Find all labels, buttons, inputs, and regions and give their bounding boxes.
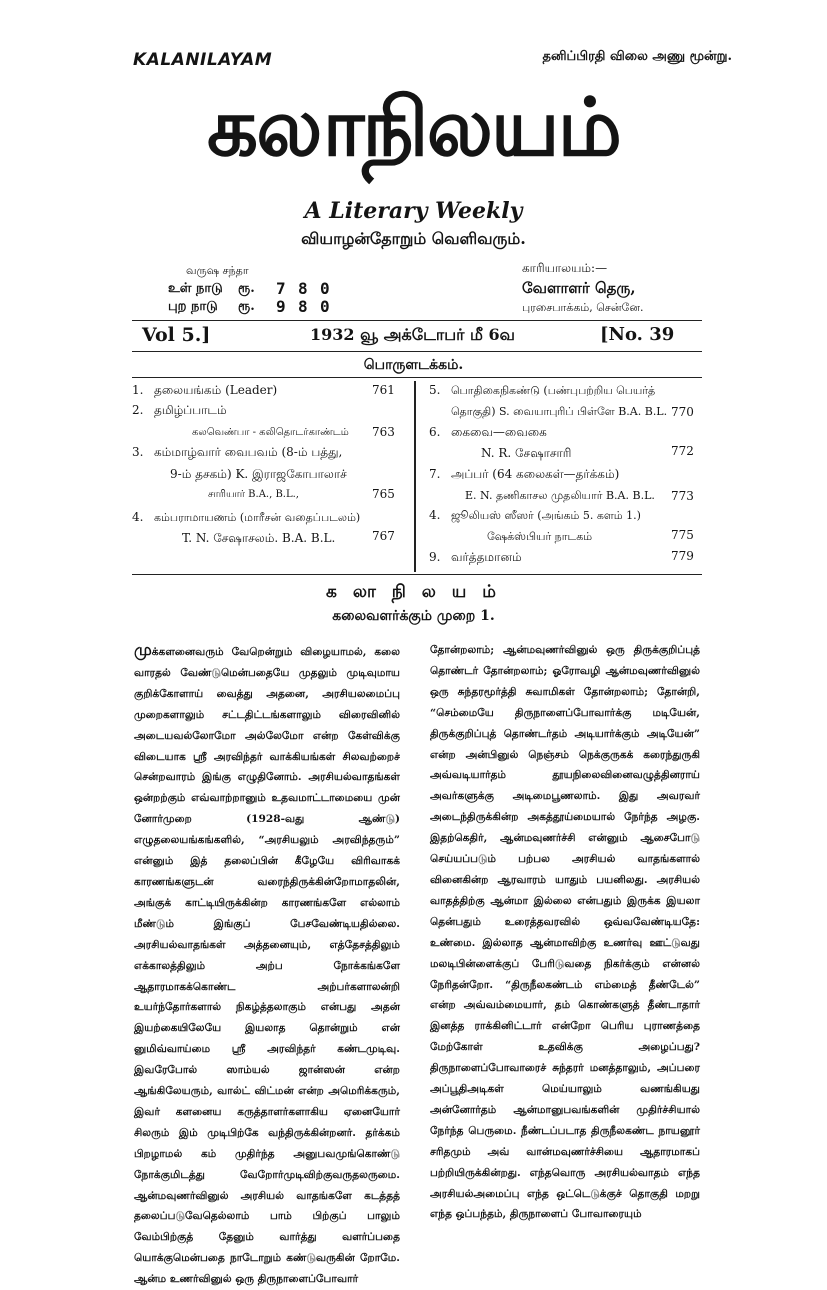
toc-entry: கலவெண்பா - கலிதொடர்காண்டம் [192, 427, 349, 438]
subtitle-english: A Literary Weekly [304, 198, 523, 224]
subscription-currency: ரூ. [238, 299, 255, 314]
toc-entry: கம்பராமாயணம் (மாரீசன் வதைப்படலம்) [154, 511, 361, 524]
toc-page: 772 [671, 444, 694, 458]
article-title: க லா நி ல ய ம் [326, 582, 501, 602]
subscription-label: உள் நாடு [168, 281, 223, 296]
toc-rule [132, 377, 702, 378]
toc-entry: சாரியார் B.A., B.L., [208, 489, 299, 500]
toc-num: 4. [429, 508, 441, 522]
masthead-title: கலாநிலயம் [207, 81, 620, 174]
toc-divider [414, 381, 416, 572]
subscription-value: 7 [276, 279, 286, 298]
top-rule [132, 320, 702, 321]
issue-date: 1932 வூ அக்டோபர் மீ 6வ [310, 325, 515, 344]
subscription-value: 0 [320, 297, 330, 316]
toc-num: 1. [132, 383, 144, 397]
toc-entry: N. R. சேஷாசாரி [481, 446, 572, 460]
toc-num: 7. [429, 467, 441, 481]
subscription-block [168, 262, 342, 316]
toc-bottom-rule [132, 574, 702, 575]
price-note: தனிப்பிரதி விலை அணு மூன்று. [542, 49, 732, 64]
toc-page: 763 [372, 425, 395, 439]
article-column-left [134, 640, 400, 1290]
toc-entry: 9-ம் தசகம்) K. இராஜகோபாலாச் [170, 467, 347, 481]
toc-page: 767 [372, 529, 395, 543]
toc-num: 6. [429, 425, 441, 439]
subscription-header: வருஷ சந்தா [186, 264, 249, 277]
toc-page: 773 [671, 489, 694, 503]
toc-entry: ஷேக்ஸ்பியர் நாடகம் [487, 530, 593, 543]
office-address [522, 258, 644, 318]
toc-num: 9. [429, 550, 441, 564]
subscription-label: புற நாடு [168, 299, 218, 314]
toc-page: 761 [372, 383, 395, 397]
issue-number: [No. 39 [600, 324, 675, 345]
toc-num: 4. [132, 510, 144, 524]
toc-title: பொருளடக்கம். [363, 357, 464, 373]
dropcap: மு [134, 640, 152, 659]
toc-entry: T. N. சேஷாசலம். B.A. B.L. [182, 531, 336, 545]
toc-entry: பொதிகைநிகண்டு (பண்புபற்றிய பெயர்த் [451, 384, 656, 397]
subscription-row-foreign [168, 298, 342, 316]
office-street: வேளாளர் தெரு, [522, 279, 636, 297]
toc-entry: வர்த்தமானம் [451, 550, 522, 564]
office-area: புரசைபாக்கம், சென்னே. [522, 301, 644, 314]
subscription-value: 8 [298, 297, 308, 316]
subscription-value: 8 [298, 279, 308, 298]
toc-entry: E. N. தணிகாசல முதலியார் B.A. B.L. [465, 489, 655, 502]
toc-entry: தமிழ்ப்பாடம் [154, 403, 227, 417]
toc-entry: அப்பர் (64 கலைகள்—தர்க்கம்) [451, 467, 620, 481]
toc-page: 775 [671, 528, 694, 542]
toc-entry: கம்மாழ்வார் வைபவம் (8-ம் பத்து, [154, 445, 343, 459]
toc-entry: கைவை—வைகை [451, 425, 547, 439]
article-subtitle: கலைவளர்க்கும் முறை 1. [332, 608, 495, 624]
toc-entry: தலையங்கம் (Leader) [154, 383, 278, 397]
office-label: காரியாலயம்:— [522, 261, 608, 275]
issue-line [132, 324, 702, 352]
toc-entry: தொகுதி) S. வையாபுரிப் பிள்ளே B.A. B.L. [451, 405, 668, 418]
toc-num: 2. [132, 403, 144, 417]
toc-page: 779 [671, 549, 694, 563]
toc-num: 5. [429, 383, 441, 397]
subscription-row-inland [168, 280, 342, 298]
publisher-label: KALANILAYAM [133, 50, 273, 70]
toc-entry: ஜூலியஸ் ஸீஸர் (அங்கம் 5. களம் 1.) [451, 509, 641, 522]
article-column-right: தோன்றலாம்; ஆன்மவுணர்வினுல் ஒரு திருக்குறிப்புத் தொண்டர் தோன்றலாம்; ஓரோவழி ஆன்மவுணர்வினுல் ஒரு சுந்தரமூர்த்தி சுவாமிகள் தோன்றலாம்; தோன்றி, “செம்மையே திருநாளைப்போவார்க்கு மடியேன், திருக்குறிப்புத் தொண்டர்தம் அடியார்க்கும் அடியேன்” என்ற அன்பினுல் நெஞ்சம் நெக்குருகக் கரைந்துருகி அவ்வடியார்தம் தூயநிலைவினைவழுத்தினராய் அவர்களுக்கு அடிமைபூணலாம். இது அவரவர் அடைந்திருக்கின்ற அகத்தூய்மையால் நேர்ந்த அழகு. இதற்கெதிர், ஆன்மவுணர்ச்சி என்னும் ஆசைபோடு செய்யப்படும் பற்பல அரசியல் வாதங்களால் வினைகின்ற ஆரவாரம் யாதும் பயனிலது. அரசியல் வாதத்திற்கு ஆன்மா இல்லை என்பதும் இருக்க இயலா தென்பதும் உரைத்தவரவில் ஒவ்வவேண்டியதே: உண்மை. இல்லாத ஆன்மாவிற்கு உணர்வு ஊட்டுவது மலடிபின்ளைக்குப் பேரிடுவதை நிகர்க்கும் என்னல் நேரிதன்றோ. “திருநீலகண்டம் எம்மைத் தீண்டேல்” என்ற அவ்வம்மையார், தம் கொண்களுத் தீண்டாதார் இனத்த ராக்கினிட்டார் என்றோ பெரிய புராணத்தை மேற்கோள் உதவிக்கு அழைப்பது? திருநாளைப்போவாரைச் சுந்தரர் மனத்தாலும், அப்பரை அப்பூதிஅடிகள் மெய்யாலும் வணங்கியது அன்னோர்தம் ஆன்மானுபவங்களின் முதிர்ச்சியால் நேர்ந்த பெருமை. நீண்டப்படாத திருநீலகண்ட நாயனூர் சரிதமும் அவ் வான்மவுணர்ச்சியை ஆதாரமாகப் பற்றியிருக்கின்றது. எந்தவொரு அரசியல்வாதம் எந்த அரசியல்அமைப்பு எந்த ஒட்டெடுக்குச் தொகுதி மறறு எந்த ஒப்பந்தம், திருநாளைப் போவாரையும் [430, 644, 700, 1221]
article-text: க்களனைவரும் வேறென்றும் விழையாமல், கலை வாரதல் வேண்டுமென்பதையே முதலும் முடிவுமாய குறிக்கோளாய் வைத்து அதனை, அரசியலமைப்பு முறைகளாலும் சட்டதிட்டங்களாலும் விரைவினில் அடையவல்லோமோ அல்லேமோ என்ற கேள்விக்கு விடையாக ஸ்ரீ அரவிந்தர் வாக்கியங்கள் சிலவற்றைச் சென்றவாரம் இங்கு எழுதினோம். அரசியல்வாதங்கள் ஒன்றற்கும் எவ்வாற்றானும் உதவமாட்டாமையை முன் னோர்முறை (1928-வது ஆண்டு) எழுதலையங்கங்களில், “அரசியலும் அரவிந்தரும்” என்னும் இத் தலைப்பின் கீழேயே விரிவாகக் காரணங்களுடன் வரைந்திருக்கின்றோமாதலின், அங்குக் காட்டியிருக்கின்ற காரணங்களே எல்லாம் மீண்டும் இங்குப் பேசவேண்டியதில்லை. அரசியல்வாதங்கள் அத்தனையும், எத்தேசத்திலும் எக்காலத்திலும் அற்ப நோக்கங்களே ஆதாரமாகக்கொண்ட அற்பர்களாலன்றி உயர்ந்தோர்களால் நிகழ்த்தலாகும் என்பது அதன் இயற்கையிலேயே இயலாத தொன்றும் என் னுமிவ்வாய்மை ஸ்ரீ அரவிந்தர் கண்டமுடிவு. இவரேபோல் ஸாம்யல் ஜான்ஸன் என்ற ஆங்கிலேயரும், வால்ட் விட்மன் என்ற அமெரிக்கரும், இவர் களனைய கருத்தாளர்களாகிய ஏனையோர் சிலரும் இம் முடிபிற்கே வந்திருக்கின்றனர். தர்க்கம் பிறழாமல் கம் முதிர்ந்த அனுபவமுங்கொண்டு நோக்குமிடத்து வேறோர்முடிவிற்குவருதலருமை. ஆன்மவுணர்வினுல் அரசியல் வாதங்களே கடத்தத் தலைப்படுவேதெல்லாம் பாம் பிற்குப் பாலும் வேம்பிற்குத் தேனும் வார்த்து வளர்ப்பதை யொக்குமென்பதை நாடோறும் கண்டுவருகின் றோமே. ஆன்ம உணர்வினுல் ஒரு திருநாளைப்போவார் [134, 646, 400, 1286]
subscription-value: 0 [320, 279, 330, 298]
subtitle-tamil: வியாழன்தோறும் வெளிவரும். [301, 229, 526, 248]
toc-num: 3. [132, 445, 144, 459]
subscription-currency: ரூ. [238, 281, 255, 296]
toc-page: 765 [372, 487, 395, 501]
issue-rule [132, 351, 702, 352]
toc-page: 770 [671, 405, 694, 419]
subscription-value: 9 [276, 297, 286, 316]
volume-number: Vol 5.] [142, 324, 211, 346]
